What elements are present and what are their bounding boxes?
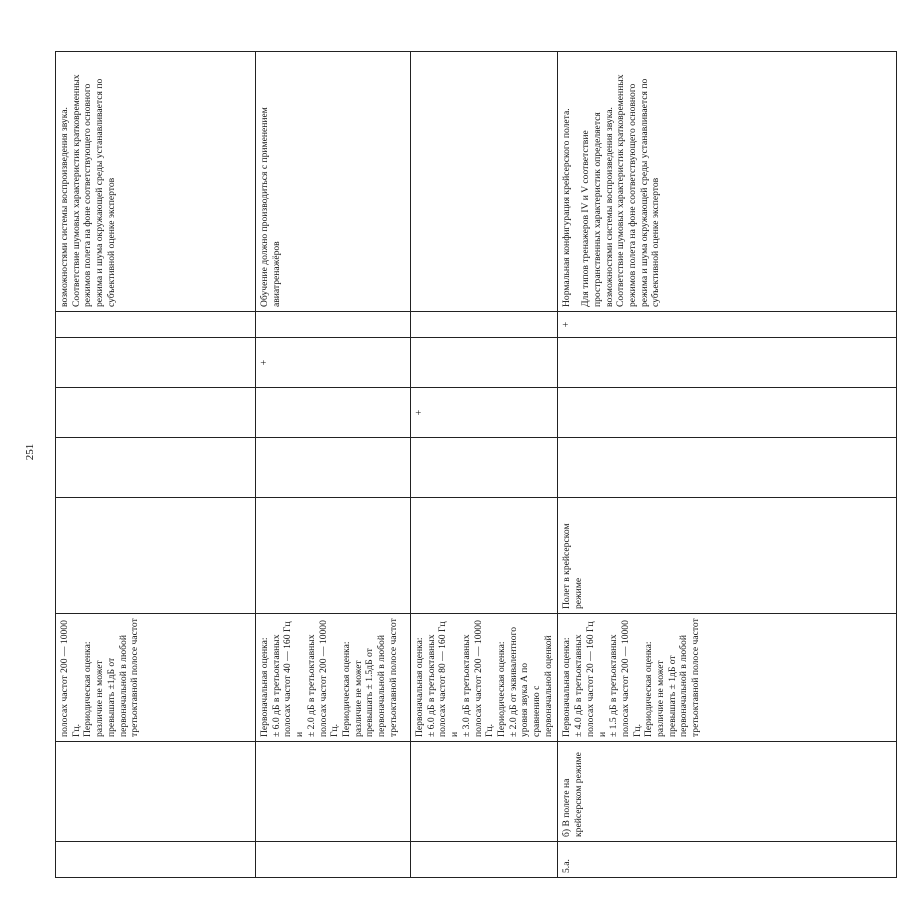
cell-note: возможностями системы воспроизведения звука. Соответствие шумовых характеристик кратковременных режимов полета на фоне соответствующего основного режима и шума окружающей среды устанавливается по субъективной оценке экспертов: [56, 52, 256, 312]
cell-number: [256, 842, 411, 878]
cell-tolerance: Первоначальная оценка: ± 4.0 дБ в третьоктавных полосах частот 20 — 160 Гц и ± 1.5 дБ в третьоктавных полосах частот 200 — 10000 Гц. Периодическая оценка: различие не может превышать ± 1дБ от первоначальной в любой третьоктавной полосе частот: [558, 614, 897, 742]
cell-mode: [256, 742, 411, 842]
rotated-document: [55, 52, 702, 878]
plus-mark: +: [411, 388, 558, 438]
cell-type: [56, 338, 256, 388]
cell-type: [256, 438, 411, 498]
cell-note: [411, 52, 558, 312]
plus-mark: +: [558, 312, 897, 338]
cell-type: [558, 438, 897, 498]
table-row: [411, 52, 558, 878]
table-row: [558, 52, 897, 878]
cell-note: [558, 52, 897, 312]
cell-mode: [56, 742, 256, 842]
note-text: Для типов тренажеров IV и V соответствие пространственных характеристик определяется возможностями системы воспроизведения звука. Соответствие шумовых характеристик кратковременных режимов полета на фоне соответствующего основного режима и шума окружающей среды устанавливается по субъективной оценке экспертов: [580, 74, 662, 307]
cell-type: [256, 388, 411, 438]
plus-mark: +: [256, 338, 411, 388]
cell-note: Обучение должно производиться с применением авиатренажёров: [256, 52, 411, 312]
cell-condition: Полет в крейсерском режиме: [558, 498, 897, 614]
table-row: [56, 52, 256, 878]
table-row: [256, 52, 411, 878]
cell-type: [56, 438, 256, 498]
cell-type: [56, 312, 256, 338]
cell-tolerance: Первоначальная оценка: ± 6.0 дБ в третьоктавных полосах частот 40 — 160 Гц и ± 2.0 дБ в третьоктавных полосах частот 200 — 10000 Гц. Периодическая оценка: различие не может превышать ± 1.5дБ от первоначальной в любой третьоктавной полосе частот: [256, 614, 411, 742]
cell-number: 5.a.: [558, 842, 897, 878]
page-number: 251: [24, 443, 36, 461]
note-title: Нормальная конфигурация крейсерского полета.: [561, 108, 573, 307]
cell-tolerance: Первоначальная оценка: ± 6.0 дБ в третьоктавных полосах частот 80 — 160 Гц и ± 3.0 дБ в третьоктавных полосах частот 200 — 10000 Гц. Периодическая оценка: ± 2.0 дБ от эквивалентного уровня звука А по сравнению с первоначальной оценкой: [411, 614, 558, 742]
cell-type: [411, 338, 558, 388]
cell-type: [411, 438, 558, 498]
cell-number: [411, 842, 558, 878]
cell-type: [411, 312, 558, 338]
cell-condition: [411, 498, 558, 614]
requirements-table: [55, 51, 897, 878]
cell-type: [256, 312, 411, 338]
cell-type: [558, 338, 897, 388]
cell-type: [558, 388, 897, 438]
cell-tolerance: полосах частот 200 — 10000 Гц. Периодическая оценка: различие не может превышать ±1дБ от первоначальной в любой третьоктавной полосе частот: [56, 614, 256, 742]
cell-mode: б) В полете на крейсерском режиме: [558, 742, 897, 842]
cell-condition: [56, 498, 256, 614]
cell-mode: [411, 742, 558, 842]
cell-number: [56, 842, 256, 878]
cell-type: [56, 388, 256, 438]
cell-condition: [256, 498, 411, 614]
